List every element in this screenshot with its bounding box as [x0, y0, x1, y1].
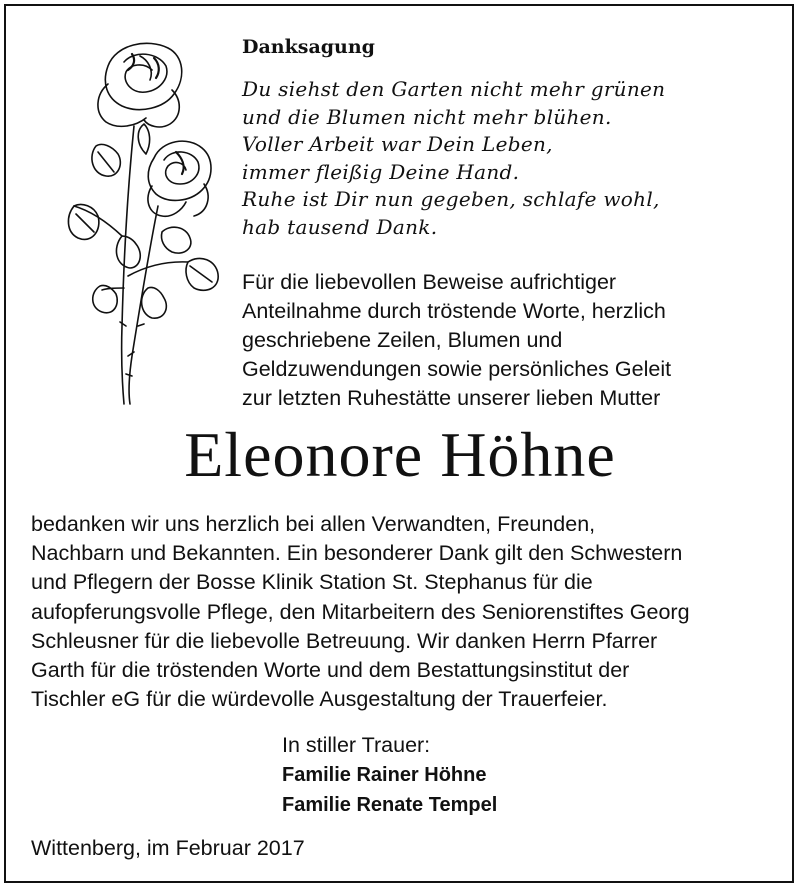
body-line: Garth für die tröstenden Worte und dem Bestattungsinstitut der: [31, 658, 630, 683]
place-date: Wittenberg, im Februar 2017: [31, 836, 305, 860]
poem-line: und die Blumen nicht mehr blühen.: [242, 104, 612, 129]
body-line: aufopferungsvolle Pflege, den Mitarbeitern des Seniorenstiftes Georg: [31, 599, 690, 624]
deceased-name: Eleonore Höhne: [184, 419, 616, 490]
poem-line: Du siehst den Garten nicht mehr grünen: [242, 77, 666, 101]
poem-line: hab tausend Dank.: [242, 214, 438, 239]
intro-line: Geldzuwendungen sowie persönliches Geleit: [242, 357, 672, 381]
mourning-intro: In stiller Trauer:: [282, 733, 431, 757]
poem-line: Ruhe ist Dir nun gegeben, schlafe wohl,: [242, 187, 660, 211]
body-line: Nachbarn und Bekannten. Ein besonderer Dank gilt den Schwestern: [31, 541, 683, 566]
mourning-block: [282, 730, 497, 820]
intro-line: zur letzten Ruhestätte unserer lieben Mutter: [242, 386, 661, 410]
body-line: Schleusner für die liebevolle Betreuung. Wir danken Herrn Pfarrer: [31, 628, 658, 653]
roses-illustration-icon: [36, 26, 226, 406]
intro-line: Für die liebevollen Beweise aufrichtiger: [242, 270, 617, 294]
family-name: Familie Rainer Höhne: [282, 764, 487, 786]
poem: [242, 76, 665, 241]
body-line: und Pflegern der Bosse Klinik Station St. Stephanus für die: [31, 570, 593, 595]
intro-text: [242, 268, 671, 413]
body-text: [31, 510, 690, 714]
family-name: Familie Renate Tempel: [282, 794, 498, 816]
body-line: Tischler eG für die würdevolle Ausgestaltung der Trauerfeier.: [31, 687, 608, 712]
poem-line: Voller Arbeit war Dein Leben,: [242, 132, 553, 156]
intro-line: geschriebene Zeilen, Blumen und: [242, 328, 563, 352]
intro-line: Anteilnahme durch tröstende Worte, herzlich: [242, 299, 666, 323]
poem-line: immer fleißig Deine Hand.: [242, 159, 520, 184]
heading-danksagung: Danksagung: [242, 36, 375, 58]
body-line: bedanken wir uns herzlich bei allen Verwandten, Freunden,: [31, 512, 596, 536]
